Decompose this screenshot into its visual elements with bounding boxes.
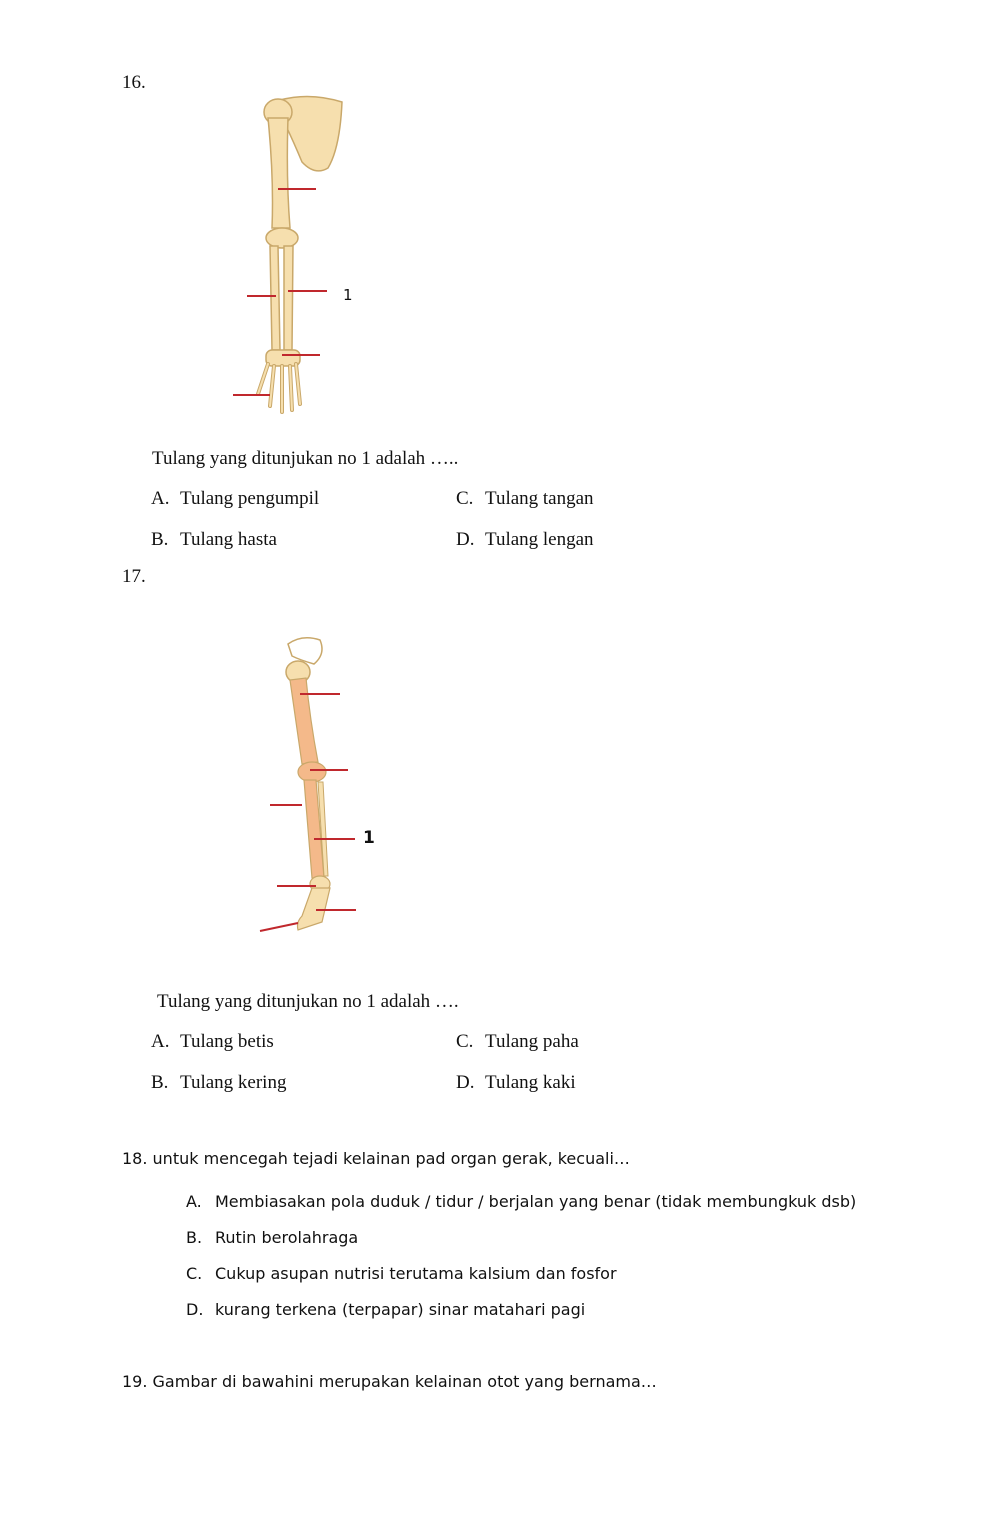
q18-option-a[interactable] xyxy=(186,1192,856,1211)
arm-skeleton-figure xyxy=(200,88,400,433)
q17-option-c[interactable] xyxy=(456,1031,579,1053)
q16-option-d[interactable] xyxy=(456,529,594,551)
pointer-line-toes xyxy=(260,923,298,931)
q17-figure-label: 1 xyxy=(363,828,375,848)
elbow-joint xyxy=(266,228,298,248)
q17-prompt: Tulang yang ditunjukan no 1 adalah …. xyxy=(157,991,459,1012)
q16-number: 16. xyxy=(122,72,146,93)
q17-option-d[interactable] xyxy=(456,1072,576,1094)
option-text: Rutin berolahraga xyxy=(215,1228,359,1247)
femur-bone xyxy=(290,678,318,764)
q16-prompt: Tulang yang ditunjukan no 1 adalah ….. xyxy=(152,448,459,469)
option-letter: A. xyxy=(151,488,170,509)
radius-bone xyxy=(270,246,280,350)
option-letter: B. xyxy=(151,529,169,550)
option-letter: D. xyxy=(456,529,475,550)
finger-bones xyxy=(258,364,300,412)
q18-option-b[interactable] xyxy=(186,1228,358,1247)
option-text: Tulang hasta xyxy=(180,529,277,550)
option-text: Tulang paha xyxy=(485,1031,579,1052)
option-letter: B. xyxy=(151,1072,169,1093)
option-text: Tulang tangan xyxy=(485,488,594,509)
option-text: Tulang kaki xyxy=(485,1072,576,1093)
option-text: Tulang lengan xyxy=(485,529,594,550)
pelvis-bone xyxy=(288,638,322,664)
option-letter: D. xyxy=(186,1300,204,1319)
q16-option-a[interactable] xyxy=(151,488,319,510)
q16-figure-label: 1 xyxy=(343,286,353,304)
q17-number: 17. xyxy=(122,566,146,587)
option-text: Cukup asupan nutrisi terutama kalsium dan fosfor xyxy=(215,1264,617,1283)
q16-option-c[interactable] xyxy=(456,488,594,510)
option-letter: C. xyxy=(456,1031,474,1052)
leg-skeleton-figure xyxy=(240,630,380,940)
option-letter: C. xyxy=(456,488,474,509)
option-letter: A. xyxy=(151,1031,170,1052)
q17-option-a[interactable] xyxy=(151,1031,274,1053)
q18-option-d[interactable] xyxy=(186,1300,585,1319)
option-letter: C. xyxy=(186,1264,203,1283)
q19-prompt: 19. Gambar di bawahini merupakan kelainan otot yang bernama… xyxy=(122,1372,657,1391)
q16-option-b[interactable] xyxy=(151,529,277,551)
q17-option-b[interactable] xyxy=(151,1072,286,1094)
option-letter: D. xyxy=(456,1072,475,1093)
option-text: kurang terkena (terpapar) sinar matahari pagi xyxy=(215,1300,586,1319)
q18-prompt: 18. untuk mencegah tejadi kelainan pad organ gerak, kecuali… xyxy=(122,1149,630,1168)
knee-joint xyxy=(298,762,326,782)
option-letter: B. xyxy=(186,1228,203,1247)
option-text: Membiasakan pola duduk / tidur / berjalan yang benar (tidak membungkuk dsb) xyxy=(215,1192,857,1211)
option-text: Tulang pengumpil xyxy=(180,488,320,509)
option-text: Tulang kering xyxy=(180,1072,287,1093)
ulna-bone xyxy=(284,246,293,350)
humerus-bone xyxy=(268,118,290,228)
option-text: Tulang betis xyxy=(180,1031,274,1052)
q18-option-c[interactable] xyxy=(186,1264,617,1283)
option-letter: A. xyxy=(186,1192,202,1211)
